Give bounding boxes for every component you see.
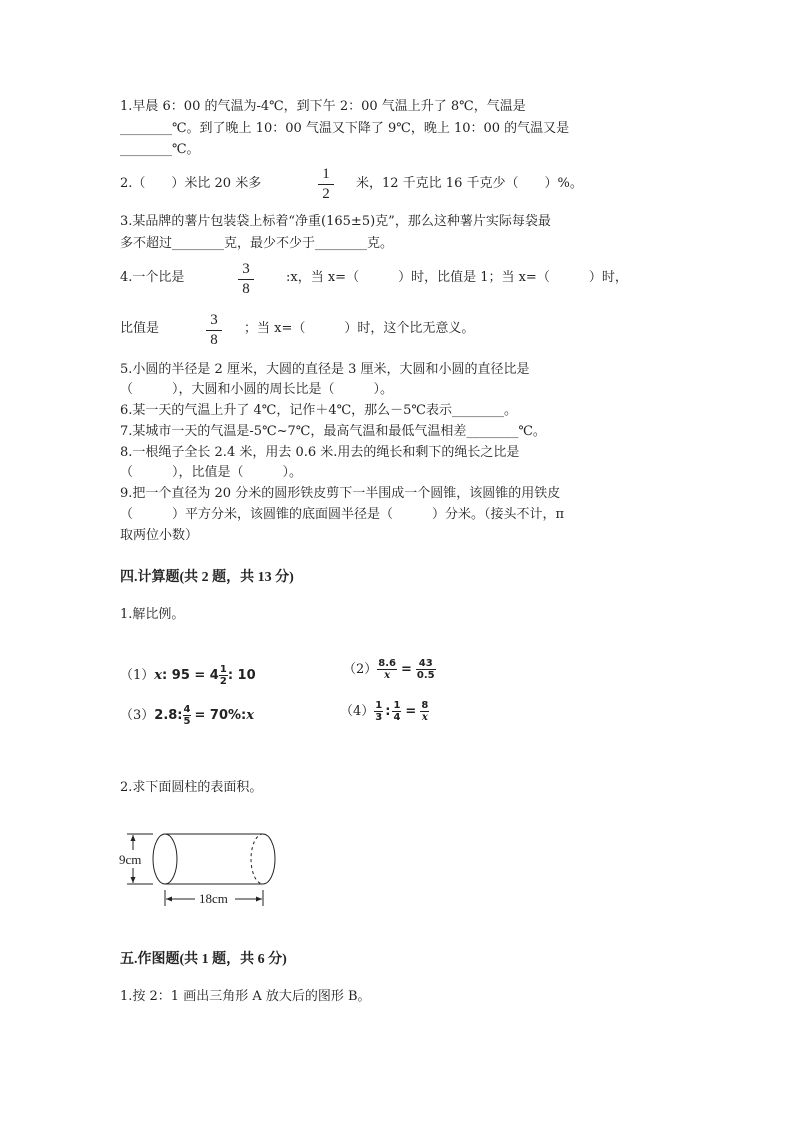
fraction-bar <box>206 330 222 331</box>
item5-line1: 5.小圆的半径是 2 厘米，大圆的直径是 3 厘米，大圆和小圆的直径比是 <box>120 362 530 377</box>
item4-text-a: 4.一个比是 <box>120 270 185 285</box>
length-label: 18cm <box>199 891 228 906</box>
height-arrow-down <box>131 877 136 883</box>
section5-q1-title: 1.按 2：1 画出三角形 A 放大后的图形 B。 <box>120 989 371 1004</box>
item4-fraction <box>238 261 254 298</box>
item3-line1: 3.某品牌的薯片包装袋上标着“净重(165±5)克”，那么这种薯片实际每袋最 <box>120 214 551 229</box>
section5-heading: 五.作图题(共 1 题，共 6 分) <box>120 952 287 967</box>
fraction: $\frac{8}{x}$ <box>421 700 429 723</box>
cylinder-right-face-front <box>263 834 275 884</box>
item9-line3: 取两位小数） <box>120 528 199 543</box>
fraction: $\frac{1}{3}$ <box>375 700 383 723</box>
proportion-3: （3）2.8: $\frac{4}{5}$ = 70%:x <box>120 704 254 727</box>
problem-label: （4） <box>340 704 375 719</box>
fraction-denominator: 2 <box>322 186 330 202</box>
fraction-bar <box>238 279 254 280</box>
item4-text-d: ；当 x=（ ）时，这个比无意义。 <box>244 321 475 336</box>
section4-heading: 四.计算题(共 2 题，共 13 分) <box>120 570 294 585</box>
height-label: 9cm <box>119 852 142 867</box>
problem-label: （3） <box>120 708 155 723</box>
fraction-denominator: 8 <box>210 332 218 348</box>
item4-text-c: 比值是 <box>120 321 160 336</box>
equation-text: : 95 = 4 <box>162 668 219 683</box>
item7: 7.某城市一天的气温是-5℃~7℃，最高气温和最低气温相差________℃。 <box>120 424 546 439</box>
equation-tail: : 10 <box>227 668 256 683</box>
item4-text-b: :x，当 x=（ ）时，比值是 1；当 x=（ ）时， <box>286 270 628 285</box>
problem-label: （2） <box>343 662 378 677</box>
item9-line2: （ ）平方分米，该圆锥的底面圆半径是（ ）分米。（接头不计，π <box>120 507 565 522</box>
item2-fraction <box>318 166 334 203</box>
item8-line2: （ ），比值是（ ）。 <box>120 465 303 480</box>
proportion-4: （4） $\frac{1}{3}$ : $\frac{1}{4}$ = $\frac{8}{x}$ <box>340 700 429 723</box>
fraction-numerator: 3 <box>242 261 250 277</box>
item1-line3: ________℃。 <box>120 142 200 157</box>
fraction: $\frac{8.6}{x}$ <box>378 658 396 681</box>
length-arrow-right <box>256 897 262 902</box>
section4-q1-title: 1.解比例。 <box>120 607 185 622</box>
item2-text-b: 米，12 千克比 16 千克少（ ）%。 <box>356 176 583 191</box>
item8-line1: 8.一根绳子全长 2.4 米，用去 0.6 米.用去的绳长和剩下的绳长之比是 <box>120 445 520 460</box>
fraction-numerator: 3 <box>210 312 218 328</box>
item2-text-a: 2.（ ）米比 20 米多 <box>120 176 262 191</box>
proportion-2: （2） $\frac{8.6}{x}$ = $\frac{43}{0.5}$ <box>343 658 435 681</box>
cylinder-right-face-back <box>251 834 263 884</box>
fraction-numerator: 1 <box>322 166 330 182</box>
item3-line2: 多不超过________克，最少不少于________克。 <box>120 236 394 251</box>
cylinder-left-face <box>153 834 177 884</box>
variable-x: x <box>154 668 163 683</box>
item9-line1: 9.把一个直径为 20 分米的圆形铁皮剪下一半围成一个圆锥，该圆锥的用铁皮 <box>120 486 561 501</box>
cylinder-figure <box>115 826 285 912</box>
item1-line2: ________℃。到了晚上 10：00 气温又下降了 9℃，晚上 10：00 的气温又是 <box>120 121 570 136</box>
fraction: $\frac{43}{0.5}$ <box>416 658 435 681</box>
item1-line1: 1.早晨 6：00 的气温为-4℃，到下午 2：00 气温上升了 8℃，气温是 <box>120 99 526 114</box>
height-arrow-up <box>131 835 136 841</box>
problem-label: （1） <box>120 668 155 683</box>
item6: 6.某一天的气温上升了 4℃，记作＋4℃，那么－5℃表示________。 <box>120 403 517 418</box>
fraction-denominator: 8 <box>242 281 250 297</box>
fraction: $\frac{4}{5}$ <box>183 704 191 727</box>
item4-fraction-2 <box>206 312 222 349</box>
item5-line2: （ ），大圆和小圆的周长比是（ ）。 <box>120 382 394 397</box>
fraction-bar <box>318 184 334 185</box>
proportion-1 <box>120 664 256 687</box>
length-arrow-left <box>166 897 172 902</box>
variable-x: x <box>246 708 254 723</box>
fraction: $\frac{1}{4}$ <box>393 700 401 723</box>
section4-q2-title: 2.求下面圆柱的表面积。 <box>120 780 263 795</box>
mixed-fraction: $\frac{1}{2}$ <box>219 664 227 687</box>
